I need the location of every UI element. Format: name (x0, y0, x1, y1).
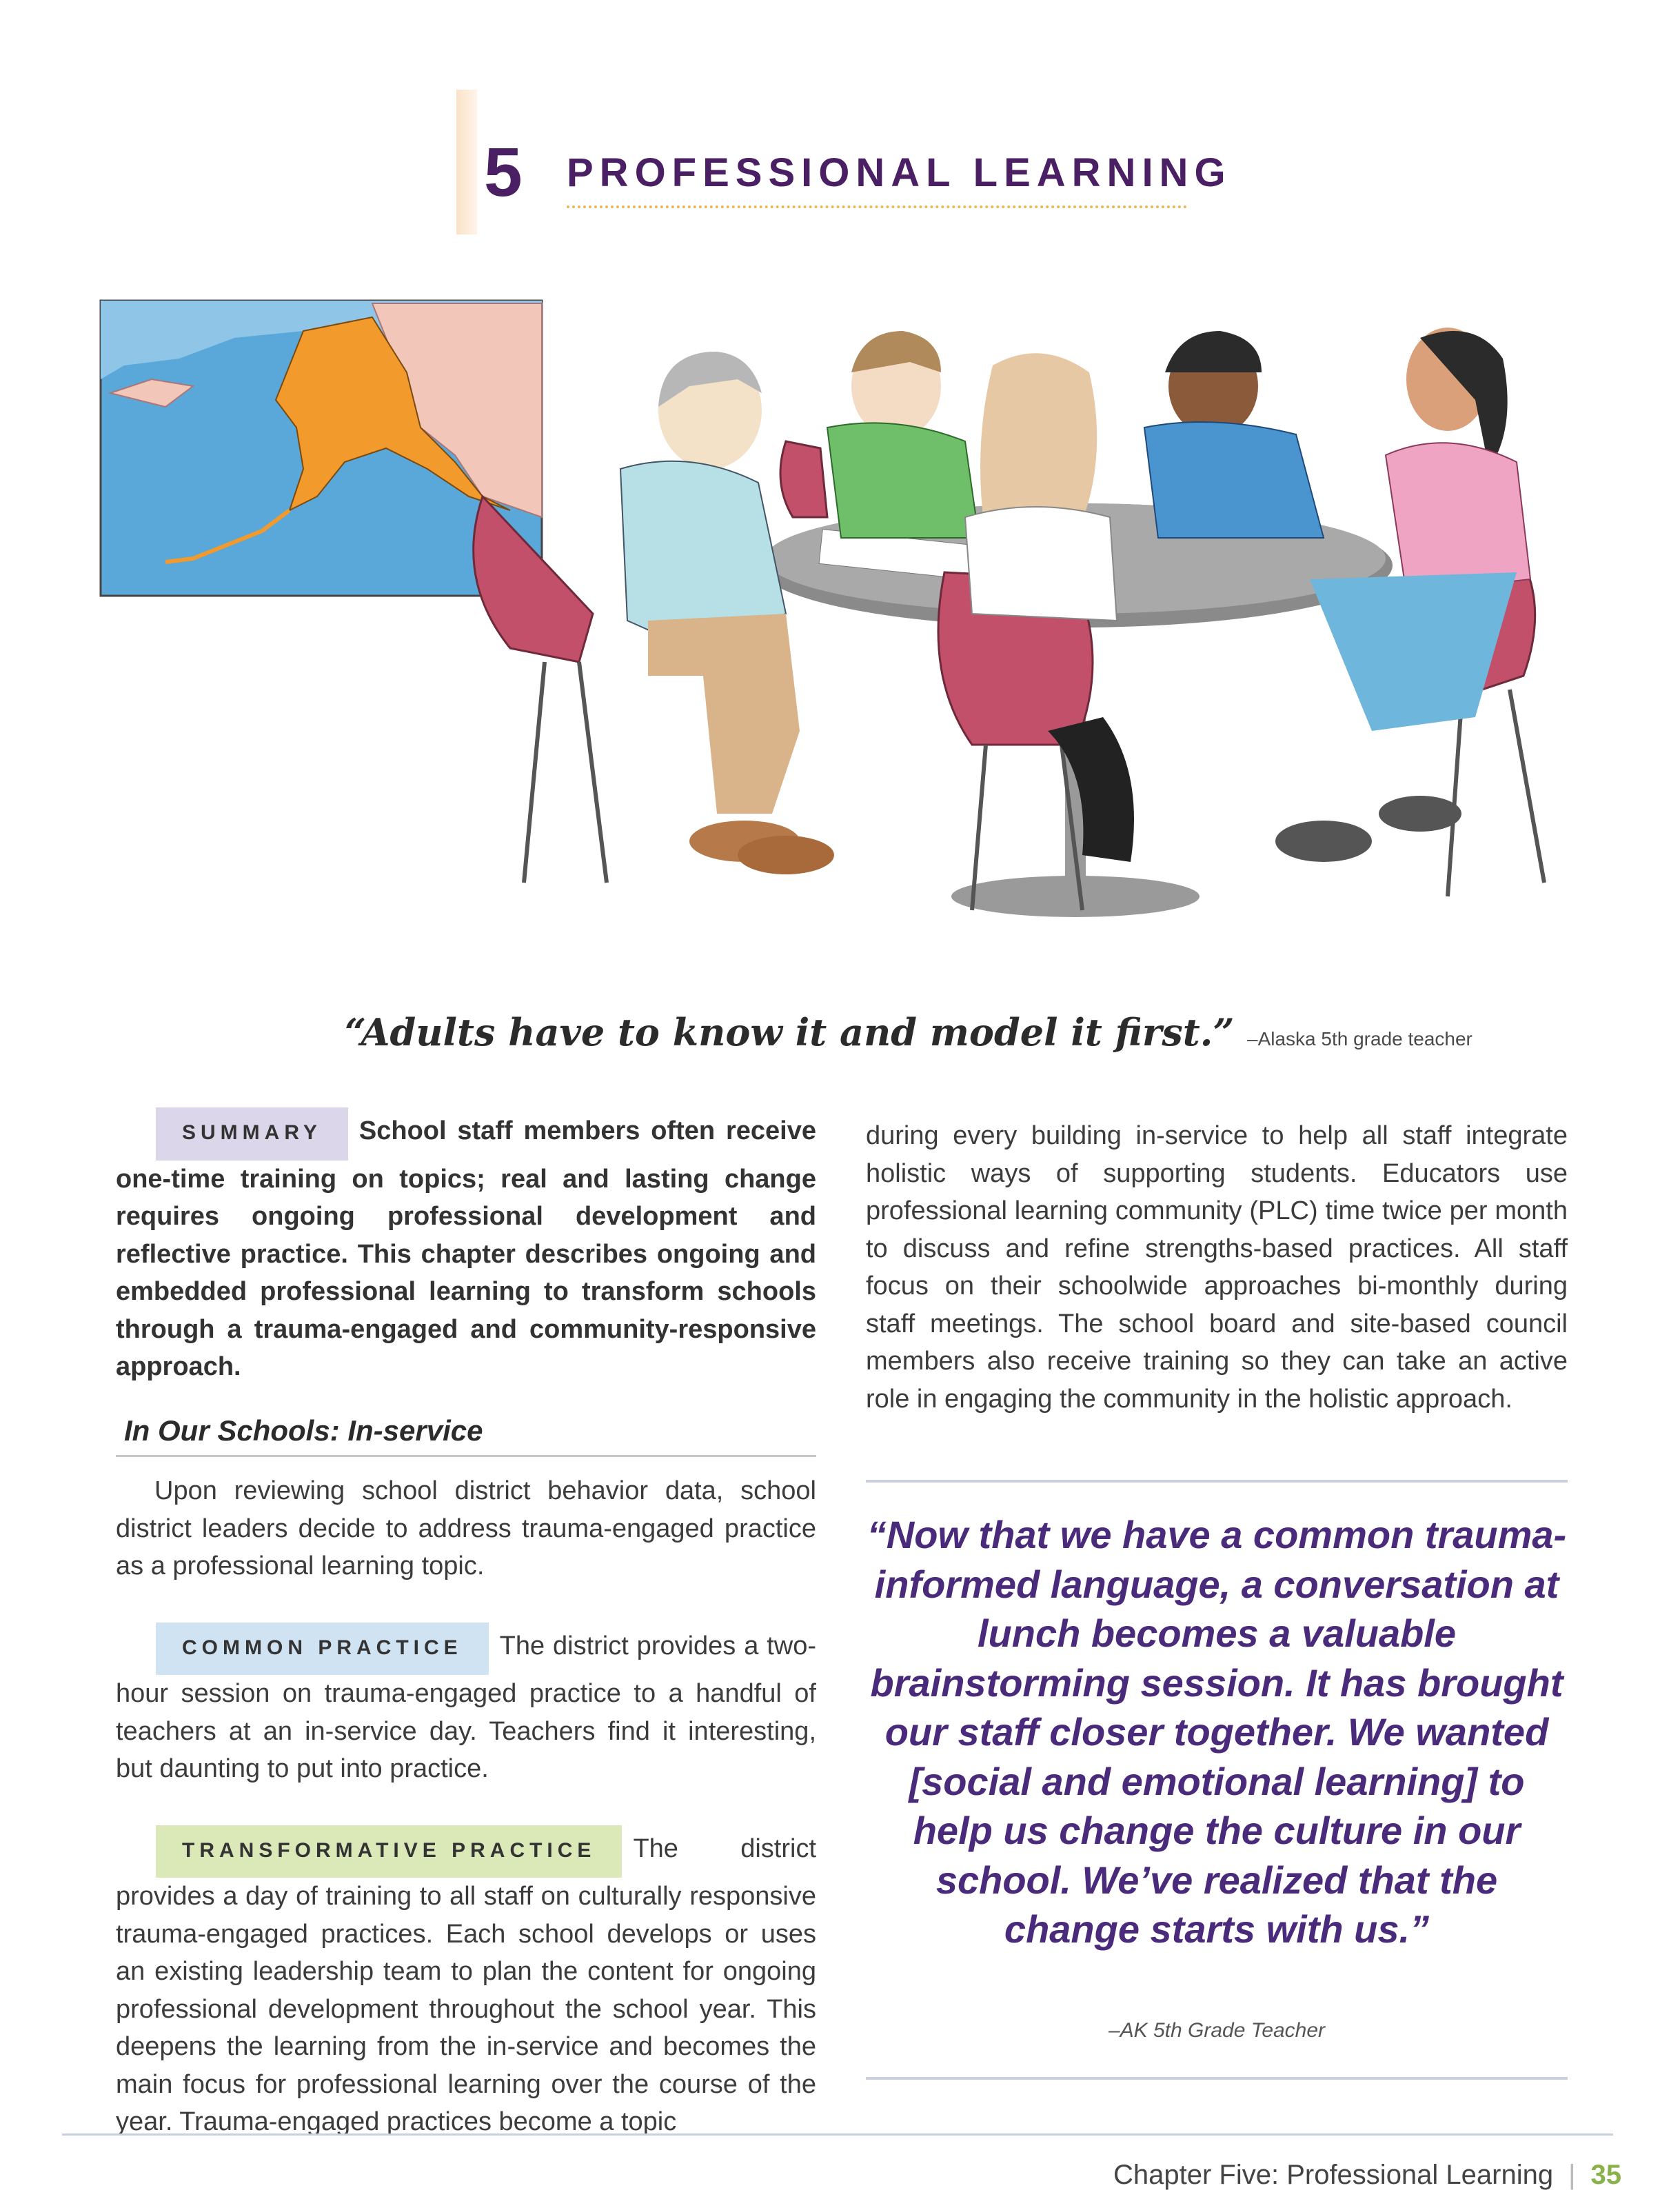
transformative-practice-text: The district provides a day of training to all staff on culturally responsive trauma-engaged practices. Each school develops or uses an existing leadership team to plan the content for ongoing professional development throughout the school year. This deepens the learning from the in-service and becomes the main focus for professional learning over the course of the year. Trauma-engaged practices become a topic (116, 1834, 816, 2136)
summary-text: School staff members often receive one-time training on topics; real and lasting change requires ongoing professional development and reflective practice. This chapter describes ongoing and embedded professional learning to transform schools through a trauma-engaged and community-responsive approach. (116, 1116, 816, 1381)
right-column (866, 1117, 1568, 1455)
section-heading: In Our Schools: In-service (116, 1412, 816, 1458)
chapter-header (456, 90, 1232, 234)
person-blonde-back (965, 353, 1134, 862)
staff-meeting-illustration (97, 290, 1613, 952)
chapter-number: 5 (484, 134, 523, 211)
left-column (116, 1107, 816, 2178)
chapter-title: PROFESSIONAL LEARNING (567, 150, 1232, 195)
page-number: 35 (1590, 2160, 1621, 2190)
chapter-title-rule (567, 205, 1187, 208)
person-green-shirt (827, 331, 979, 538)
footer-rule (62, 2133, 1613, 2136)
footer-chapter-label: Chapter Five: Professional Learning (1113, 2160, 1554, 2190)
footer-separator: | (1568, 2160, 1576, 2190)
big-quote-box (866, 1480, 1568, 2080)
summary-paragraph (116, 1107, 816, 1386)
intro-paragraph: Upon reviewing school district behavior data, school district leaders decide to address trauma-engaged practice as a professional learning topic. (116, 1476, 816, 1580)
common-practice-tag: COMMON PRACTICE (156, 1623, 489, 1676)
common-practice-text: The district provides a two-hour session on trauma-engaged practice to a handful of teachers at an in-service day. Teachers find it interesting, but daunting to put into practice. (116, 1631, 816, 1783)
transformative-practice-paragraph (116, 1825, 816, 2141)
top-quote (345, 1010, 1517, 1054)
header-glow (456, 90, 477, 234)
top-quote-attribution: –Alaska 5th grade teacher (1247, 1028, 1472, 1050)
continued-paragraph: during every building in-service to help all staff integrate holistic ways of supporting students. Educators use professional learning community (PLC) time twice per month to discuss and refine strengths-based practices. All staff focus on their schoolwide approaches bi-monthly during staff meetings. The school board and site-based council members also receive training so they can take an active role in engaging the community in the holistic approach. (866, 1121, 1568, 1414)
person-grey-hair (620, 352, 834, 874)
top-quote-text: “Adults have to know it and model it first.” (345, 1010, 1235, 1054)
big-quote-text: “Now that we have a common trauma-informed language, a conversation at lunch becomes a valuable brainstorming session. It has brought our staff closer together. We wanted [social and emotional learning] to help us change the culture in our school. We’ve realized that the change starts with us.” (867, 1513, 1567, 1951)
big-quote-attribution: –AK 5th Grade Teacher (1108, 2019, 1326, 2042)
page-footer (896, 2160, 1621, 2191)
person-blue-shirt (1144, 331, 1324, 538)
common-practice-paragraph (116, 1623, 816, 1788)
transformative-practice-tag: TRANSFORMATIVE PRACTICE (156, 1825, 622, 1878)
summary-tag: SUMMARY (156, 1107, 348, 1161)
